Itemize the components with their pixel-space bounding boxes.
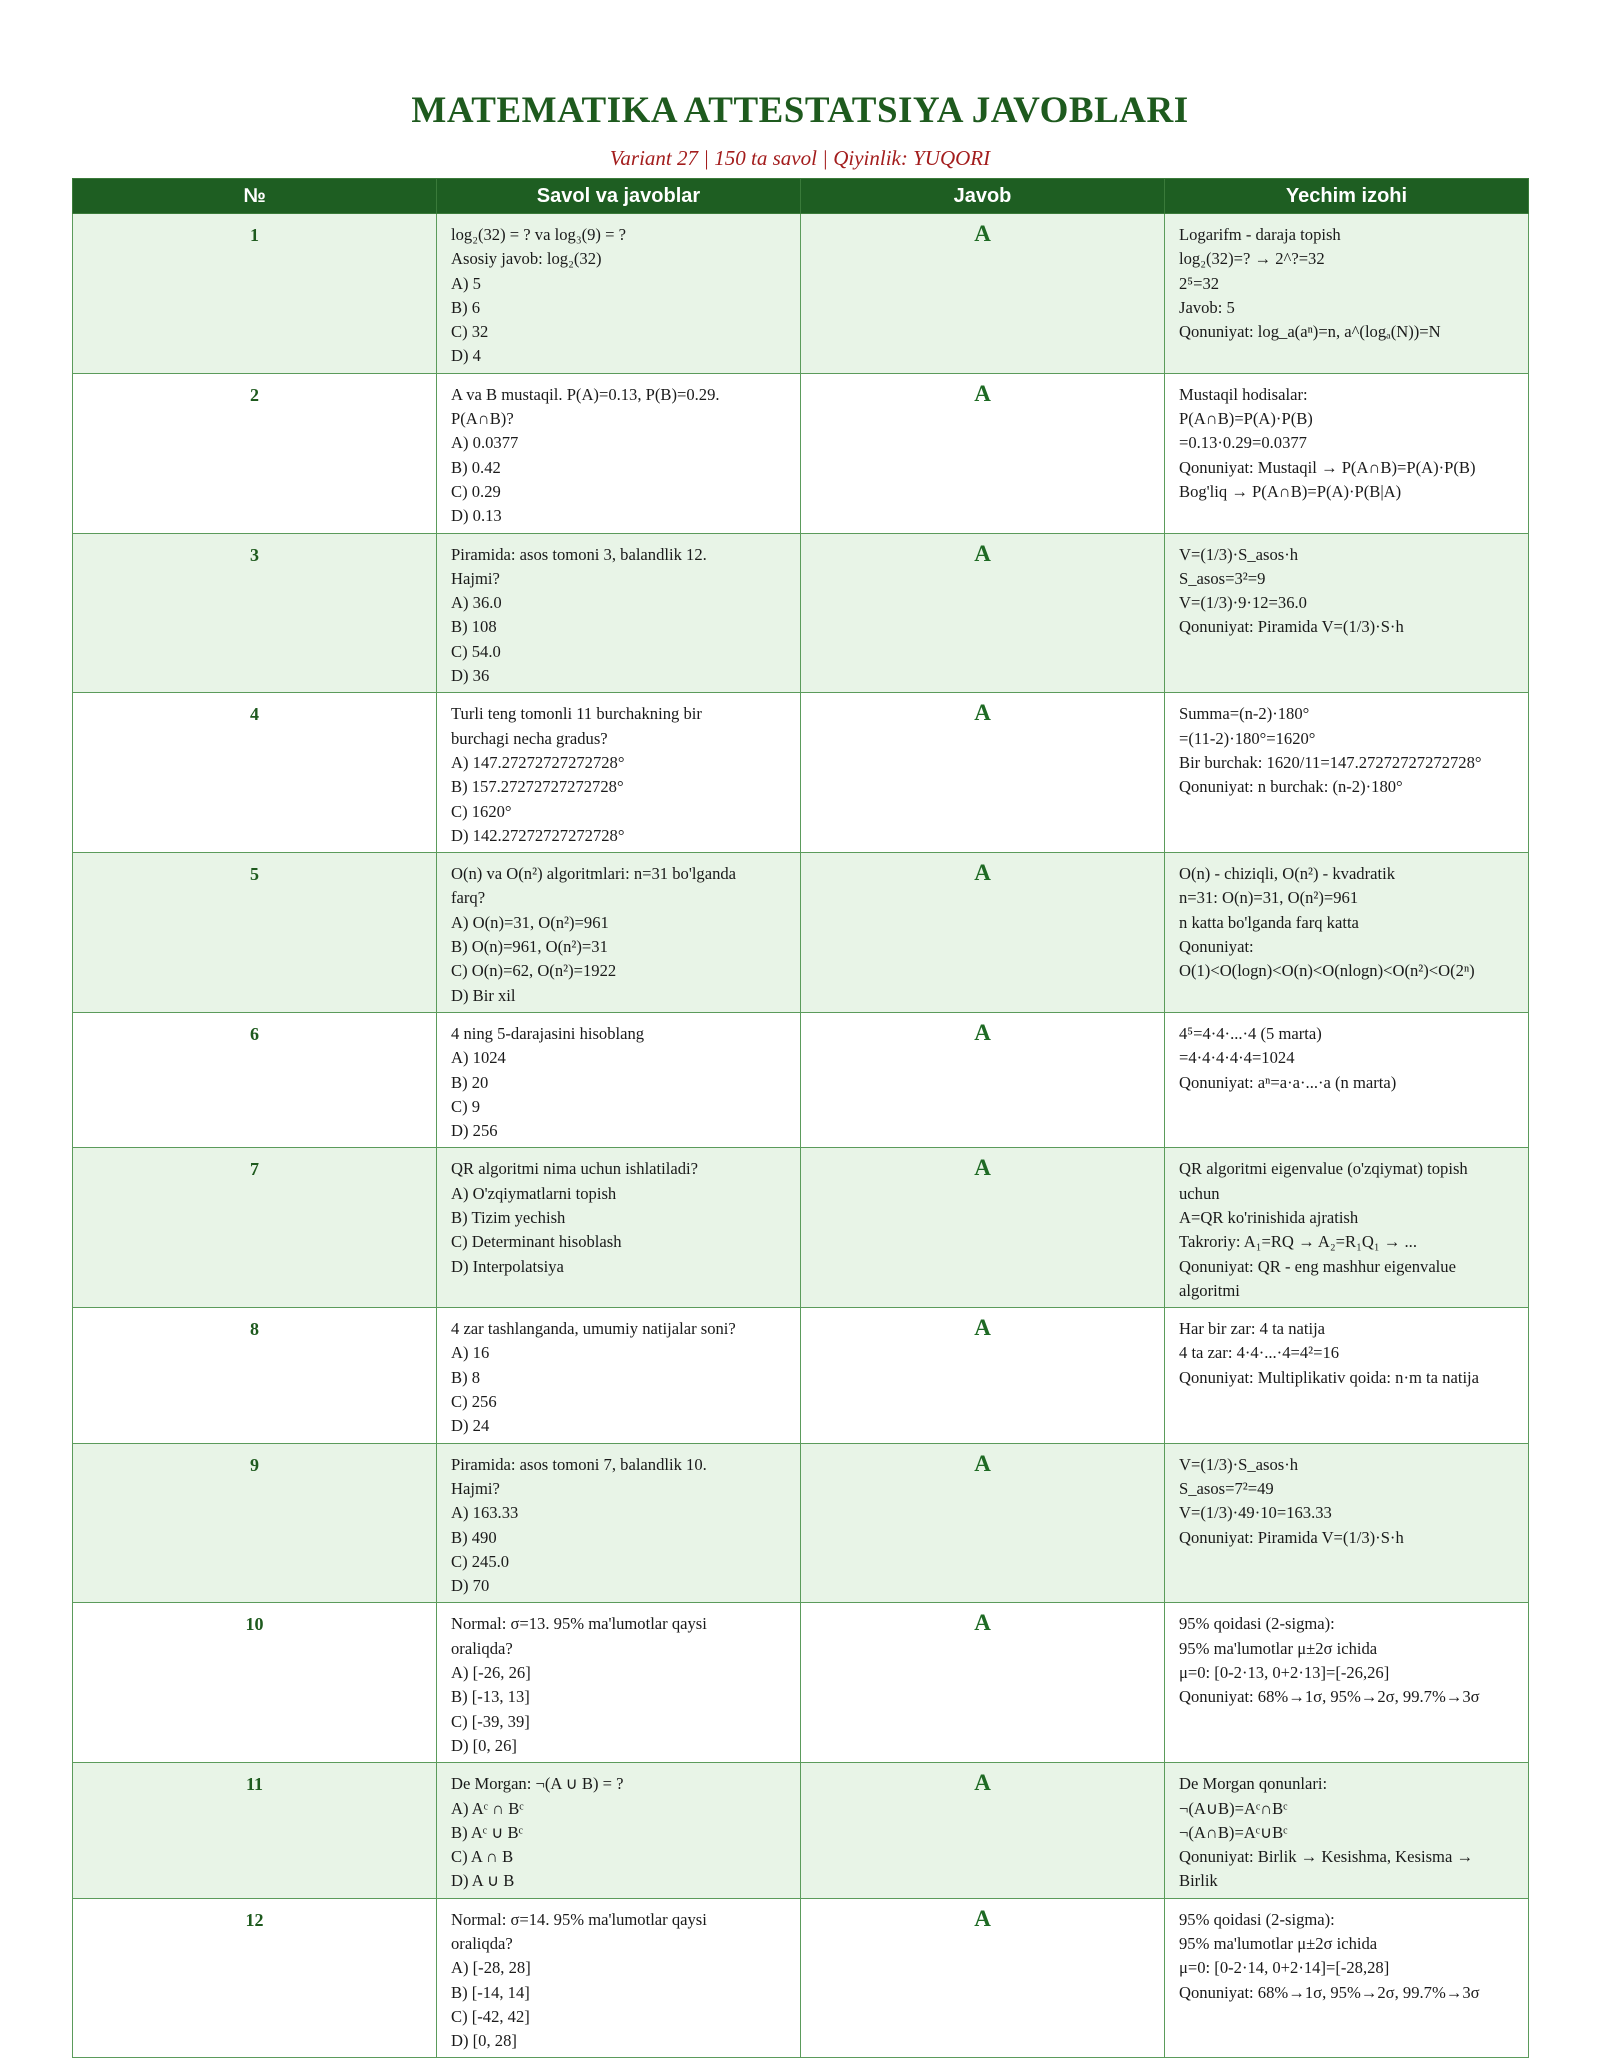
question-line: B) 6 (451, 297, 481, 317)
table-row (73, 693, 1529, 853)
page-title: MATEMATIKA ATTESTATSIYA JAVOBLARI (411, 90, 1189, 131)
table-row (73, 853, 1529, 1013)
question-number: 12 (73, 1898, 437, 2058)
answer-letter: A (801, 1603, 1165, 1763)
question-line: A) 163.33 (451, 1503, 519, 1523)
question-line: C) A ∩ B (451, 1847, 514, 1867)
header-question: Savol va javoblar (437, 179, 801, 214)
question-line: A) [-26, 26] (451, 1663, 531, 1683)
question-line: D) [0, 28] (451, 2031, 517, 2051)
question-line: C) 256 (451, 1392, 497, 1412)
question-line: oraliqda? (451, 1638, 513, 1658)
explanation-line: Javob: 5 (1179, 297, 1235, 317)
answer-letter: A (801, 1443, 1165, 1603)
question-line: B) Aᶜ ∪ Bᶜ (451, 1822, 523, 1842)
header-number: № (73, 179, 437, 214)
question-cell (437, 853, 801, 1013)
answer-letter: A (801, 214, 1165, 374)
question-line: C) [-39, 39] (451, 1711, 530, 1731)
explanation-line: Bir burchak: 1620/11=147.27272727272728° (1179, 752, 1482, 772)
question-line: A) 0.0377 (451, 433, 519, 453)
question-line: B) 0.42 (451, 457, 501, 477)
explanation-line: Qonuniyat: Mustaqil → P(A∩B)=P(A)·P(B) (1179, 457, 1476, 477)
table-header-row (73, 179, 1529, 214)
explanation-cell (1165, 1308, 1529, 1443)
question-line: C) 0.29 (451, 481, 501, 501)
explanation-line: ¬(A∪B)=Aᶜ∩Bᶜ (1179, 1798, 1288, 1818)
explanation-line: Qonuniyat: 68%→1σ, 95%→2σ, 99.7%→3σ (1179, 1687, 1480, 1707)
question-number: 9 (73, 1443, 437, 1603)
explanation-cell (1165, 533, 1529, 693)
explanation-cell (1165, 1148, 1529, 1308)
answer-letter: A (801, 1148, 1165, 1308)
question-cell (437, 1308, 801, 1443)
header-explanation: Yechim izohi (1165, 179, 1529, 214)
explanation-line: Qonuniyat: n burchak: (n-2)·180° (1179, 777, 1403, 797)
question-line: Hajmi? (451, 568, 500, 588)
question-number: 1 (73, 214, 437, 374)
question-line: oraliqda? (451, 1934, 513, 1953)
explanation-line: S_asos=7²=49 (1179, 1478, 1274, 1498)
explanation-cell (1165, 693, 1529, 853)
explanation-line: V=(1/3)·9·12=36.0 (1179, 593, 1307, 613)
explanation-line: A=QR ko'rinishida ajratish (1179, 1207, 1359, 1227)
question-line: C) 32 (451, 322, 489, 342)
question-line: A) 5 (451, 273, 481, 293)
question-line: D) 70 (451, 1576, 490, 1596)
question-number: 7 (73, 1148, 437, 1308)
explanation-line: O(1)<O(logn)<O(n)<O(nlogn)<O(n²)<O(2ⁿ) (1179, 961, 1475, 981)
explanation-line: Qonuniyat: log_a(aⁿ)=n, a^(logₐ(N))=N (1179, 322, 1441, 342)
explanation-line: μ=0: [0-2·13, 0+2·13]=[-26,26] (1179, 1663, 1390, 1683)
question-line: D) Bir xil (451, 985, 516, 1005)
question-cell (437, 1012, 801, 1147)
table-row (73, 1148, 1529, 1308)
explanation-line: V=(1/3)·49·10=163.33 (1179, 1503, 1332, 1523)
page-subtitle: Variant 27 | 150 ta savol | Qiyinlik: YUQORI (609, 146, 991, 170)
header-answer: Javob (801, 179, 1165, 214)
question-number: 6 (73, 1012, 437, 1147)
question-cell (437, 533, 801, 693)
explanation-line: Takroriy: A₁=RQ → A₂=R₁Q₁ → ... (1179, 1232, 1417, 1252)
question-cell (437, 1898, 801, 2058)
explanation-line: S_asos=3²=9 (1179, 568, 1266, 588)
question-line: A) 1024 (451, 1048, 506, 1068)
explanation-cell (1165, 853, 1529, 1013)
question-line: A) 36.0 (451, 593, 502, 613)
answers-table (72, 178, 1529, 2058)
question-line: C) 9 (451, 1096, 481, 1116)
explanation-cell (1165, 214, 1529, 374)
explanation-line: μ=0: [0-2·14, 0+2·14]=[-28,28] (1179, 1958, 1390, 1978)
question-cell (437, 1443, 801, 1603)
explanation-line: =0.13·0.29=0.0377 (1179, 433, 1307, 453)
question-line: D) A ∪ B (451, 1871, 515, 1891)
table-row (73, 1898, 1529, 2058)
question-line: Asosiy javob: log₂(32) (451, 249, 602, 269)
explanation-line: V=(1/3)·S_asos·h (1179, 544, 1299, 564)
question-line: C) 245.0 (451, 1551, 510, 1571)
table-row (73, 214, 1529, 374)
explanation-line: P(A∩B)=P(A)·P(B) (1179, 409, 1313, 429)
explanation-line: Qonuniyat: Piramida V=(1/3)·S·h (1179, 1527, 1404, 1547)
question-text: Turli teng tomonli 11 burchakning bir (451, 704, 702, 724)
explanation-line: O(n) - chiziqli, O(n²) - kvadratik (1179, 864, 1396, 884)
answer-letter: A (801, 373, 1165, 533)
answer-letter: A (801, 1898, 1165, 2058)
question-line: D) 36 (451, 666, 490, 686)
question-line: D) [0, 26] (451, 1735, 517, 1755)
explanation-line: 95% ma'lumotlar μ±2σ ichida (1179, 1638, 1378, 1658)
explanation-line: Qonuniyat: Multiplikativ qoida: n·m ta natija (1179, 1367, 1480, 1387)
explanation-line: Qonuniyat: QR - eng mashhur eigenvalue (1179, 1256, 1456, 1276)
explanation-line: =(11-2)·180°=1620° (1179, 728, 1316, 748)
explanation-line: uchun (1179, 1183, 1220, 1203)
question-text: 4 ning 5-darajasini hisoblang (451, 1023, 645, 1043)
question-number: 4 (73, 693, 437, 853)
table-row (73, 1443, 1529, 1603)
explanation-line: n katta bo'lganda farq katta (1179, 912, 1359, 932)
question-line: B) 490 (451, 1527, 497, 1547)
table-body (73, 214, 1529, 2058)
question-text: QR algoritmi nima uchun ishlatiladi? (451, 1159, 699, 1179)
explanation-line: Qonuniyat: 68%→1σ, 95%→2σ, 99.7%→3σ (1179, 1982, 1480, 2002)
explanation-line: Logarifm - daraja topish (1179, 225, 1341, 244)
question-line: D) 4 (451, 346, 481, 366)
question-number: 11 (73, 1763, 437, 1898)
question-number: 3 (73, 533, 437, 693)
question-line: B) 157.27272727272728° (451, 777, 624, 797)
question-cell (437, 693, 801, 853)
table-row (73, 1308, 1529, 1443)
explanation-cell (1165, 373, 1529, 533)
question-line: P(A∩B)? (451, 409, 514, 429)
question-line: burchagi necha gradus? (451, 728, 608, 748)
question-number: 5 (73, 853, 437, 1013)
answer-letter: A (801, 533, 1165, 693)
explanation-line: 2⁵=32 (1179, 273, 1220, 293)
question-line: B) O(n)=961, O(n²)=31 (451, 937, 608, 957)
answer-letter: A (801, 1012, 1165, 1147)
question-line: A) O(n)=31, O(n²)=961 (451, 912, 609, 932)
question-line: C) Determinant hisoblash (451, 1232, 622, 1252)
question-text: Normal: σ=13. 95% ma'lumotlar qaysi (451, 1614, 707, 1634)
question-text: De Morgan: ¬(A ∪ B) = ? (451, 1774, 624, 1794)
question-text: A va B mustaqil. P(A)=0.13, P(B)=0.29. (451, 384, 720, 404)
table-row (73, 533, 1529, 693)
question-line: C) O(n)=62, O(n²)=1922 (451, 961, 617, 981)
answer-letter: A (801, 693, 1165, 853)
question-line: C) 1620° (451, 801, 512, 821)
question-line: D) 142.27272727272728° (451, 825, 625, 845)
explanation-line: Mustaqil hodisalar: (1179, 384, 1308, 404)
explanation-line: n=31: O(n)=31, O(n²)=961 (1179, 888, 1359, 908)
explanation-cell (1165, 1763, 1529, 1898)
question-text: Piramida: asos tomoni 3, balandlik 12. (451, 544, 707, 564)
question-text: log₂(32) = ? va log₃(9) = ? (451, 225, 626, 244)
explanation-line: 4⁵=4·4·...·4 (5 marta) (1179, 1023, 1322, 1043)
question-text: 4 zar tashlanganda, umumiy natijalar soni? (451, 1319, 736, 1339)
explanation-line: Qonuniyat: Birlik → Kesishma, Kesisma → (1179, 1847, 1474, 1867)
explanation-cell (1165, 1443, 1529, 1603)
question-line: A) Aᶜ ∩ Bᶜ (451, 1798, 524, 1818)
explanation-cell (1165, 1603, 1529, 1763)
explanation-line: Bog'liq → P(A∩B)=P(A)·P(B|A) (1179, 481, 1402, 501)
table-row (73, 1012, 1529, 1147)
question-text: Piramida: asos tomoni 7, balandlik 10. (451, 1454, 707, 1474)
table-row (73, 1763, 1529, 1898)
explanation-cell (1165, 1012, 1529, 1147)
explanation-line: Qonuniyat: (1179, 937, 1254, 957)
question-line: A) 147.27272727272728° (451, 752, 625, 772)
explanation-line: Qonuniyat: Piramida V=(1/3)·S·h (1179, 617, 1404, 637)
question-number: 8 (73, 1308, 437, 1443)
question-cell (437, 1603, 801, 1763)
explanation-line: 95% ma'lumotlar μ±2σ ichida (1179, 1934, 1378, 1953)
question-cell (437, 214, 801, 374)
question-line: B) 8 (451, 1367, 481, 1387)
explanation-line: V=(1/3)·S_asos·h (1179, 1454, 1299, 1474)
question-line: B) 108 (451, 617, 497, 637)
explanation-line: 95% qoidasi (2-sigma): (1179, 1614, 1335, 1634)
question-line: farq? (451, 888, 486, 908)
question-line: A) 16 (451, 1343, 490, 1363)
question-line: B) [-13, 13] (451, 1687, 530, 1707)
question-line: Hajmi? (451, 1478, 500, 1498)
explanation-line: Har bir zar: 4 ta natija (1179, 1319, 1326, 1339)
question-line: D) 256 (451, 1121, 498, 1141)
explanation-line: ¬(A∩B)=Aᶜ∪Bᶜ (1179, 1822, 1288, 1842)
question-line: C) [-42, 42] (451, 2006, 530, 2026)
question-line: D) Interpolatsiya (451, 1256, 564, 1276)
explanation-line: log₂(32)=? → 2^?=32 (1179, 249, 1325, 269)
explanation-line: algoritmi (1179, 1280, 1240, 1300)
question-text: O(n) va O(n²) algoritmlari: n=31 bo'lganda (451, 864, 737, 884)
question-cell (437, 373, 801, 533)
question-line: D) 0.13 (451, 506, 502, 526)
explanation-line: Birlik (1179, 1871, 1218, 1891)
answer-letter: A (801, 1763, 1165, 1898)
explanation-line: 4 ta zar: 4·4·...·4=4²=16 (1179, 1343, 1340, 1363)
answer-letter: A (801, 1308, 1165, 1443)
explanation-line: Qonuniyat: aⁿ=a·a·...·a (n marta) (1179, 1072, 1397, 1092)
question-line: B) 20 (451, 1072, 489, 1092)
explanation-line: 95% qoidasi (2-sigma): (1179, 1909, 1335, 1929)
table-row (73, 1603, 1529, 1763)
question-line: A) [-28, 28] (451, 1958, 531, 1978)
question-line: A) O'zqiymatlarni topish (451, 1183, 617, 1203)
question-number: 10 (73, 1603, 437, 1763)
answer-letter: A (801, 853, 1165, 1013)
question-cell (437, 1763, 801, 1898)
explanation-line: De Morgan qonunlari: (1179, 1774, 1328, 1794)
question-line: B) [-14, 14] (451, 1982, 530, 2002)
document-page (72, 88, 1528, 2058)
explanation-line: QR algoritmi eigenvalue (o'zqiymat) topish (1179, 1159, 1468, 1179)
explanation-cell (1165, 1898, 1529, 2058)
table-row (73, 373, 1529, 533)
question-number: 2 (73, 373, 437, 533)
question-line: B) Tizim yechish (451, 1207, 566, 1227)
question-line: C) 54.0 (451, 641, 501, 661)
question-line: D) 24 (451, 1416, 490, 1436)
question-text: Normal: σ=14. 95% ma'lumotlar qaysi (451, 1909, 707, 1929)
question-cell (437, 1148, 801, 1308)
explanation-line: Summa=(n-2)·180° (1179, 704, 1310, 724)
explanation-line: =4·4·4·4·4=1024 (1179, 1048, 1295, 1068)
